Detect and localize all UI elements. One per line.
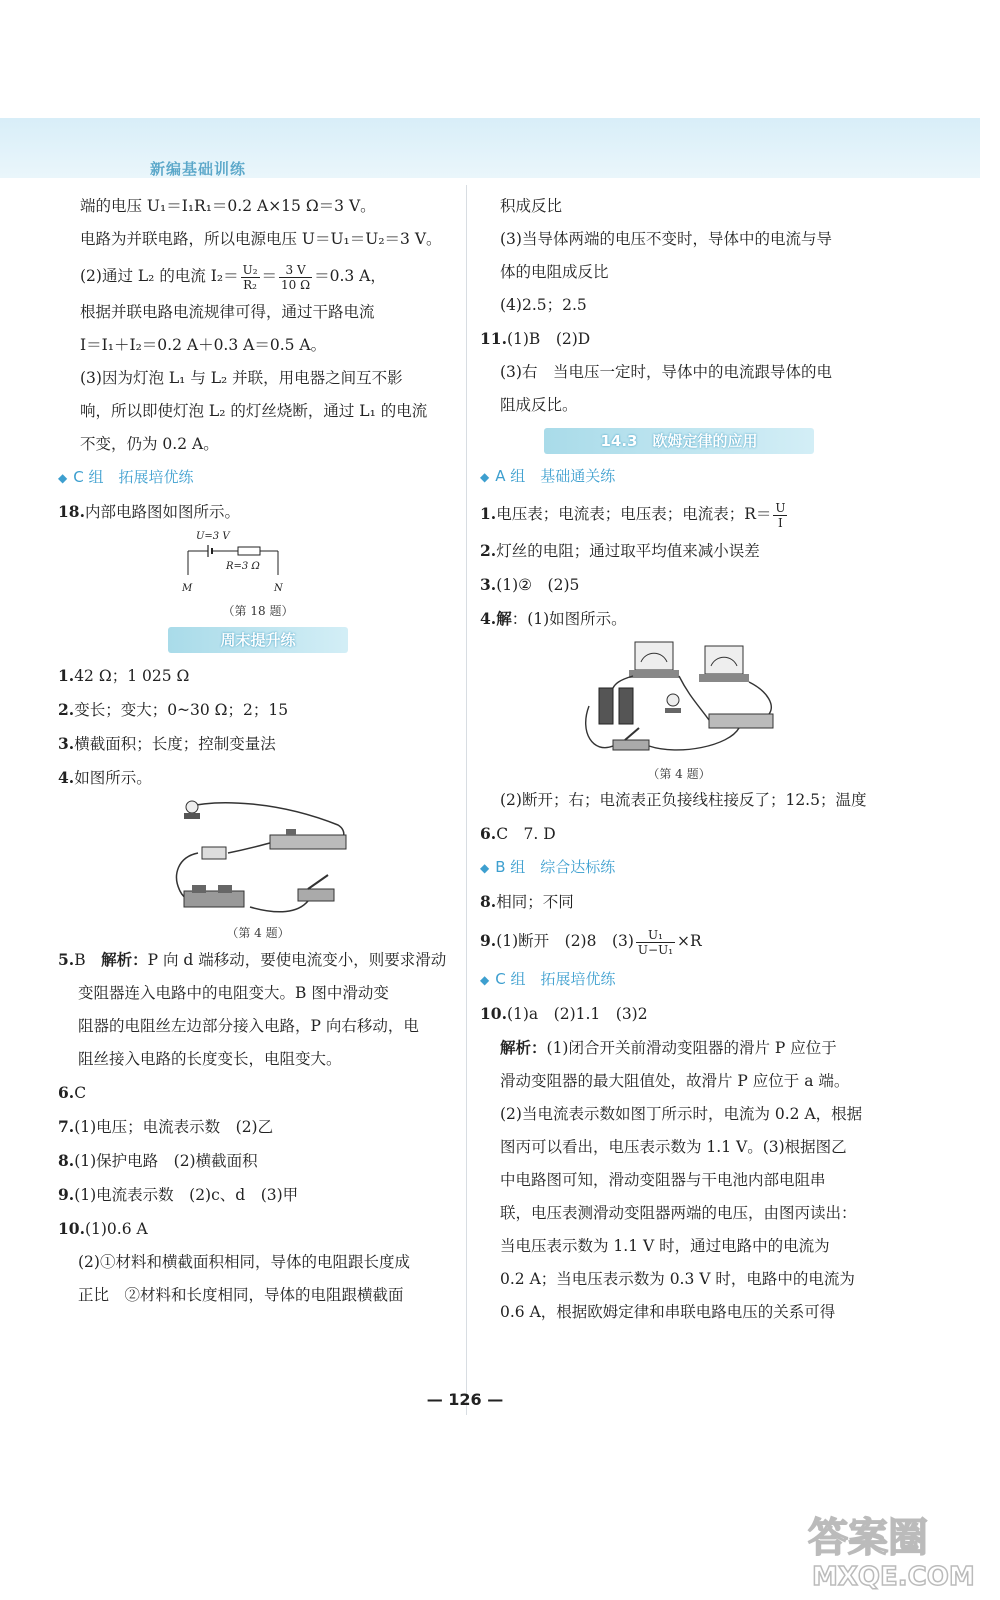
question-5: 5.B 解析：P 向 d 端移动，要使电流变小，则要求滑动 bbox=[58, 950, 447, 969]
text-line: I＝I₁＋I₂＝0.2 A＋0.3 A＝0.5 A。 bbox=[80, 336, 327, 354]
text-line: (3)因为灯泡 L₁ 与 L₂ 并联，用电器之间互不影 bbox=[80, 369, 403, 387]
answer-item: 8.相同；不同 bbox=[480, 892, 574, 911]
figure-caption: （第 4 题） bbox=[647, 767, 711, 781]
answer-item: 8.(1)保护电路 (2)横截面积 bbox=[58, 1151, 258, 1170]
circuit-diagram-18 bbox=[178, 529, 338, 601]
right-column bbox=[480, 190, 878, 1329]
diamond-icon: ◆ bbox=[480, 470, 490, 484]
page-number: — 126 — bbox=[426, 1390, 504, 1409]
answer-item: 1.42 Ω；1 025 Ω bbox=[58, 666, 190, 685]
answer-item: 3.横截面积；长度；控制变量法 bbox=[58, 734, 276, 753]
question-4: 4.解：(1)如图所示。 bbox=[480, 609, 627, 628]
header-title: 新编基础训练 bbox=[150, 160, 247, 178]
text-line: 联，电压表测滑动变阻器两端的电压，由图丙读出： bbox=[500, 1204, 857, 1222]
text-line: (2)①材料和横截面积相同，导体的电阻跟长度成 bbox=[78, 1253, 410, 1271]
text-line: 0.6 A，根据欧姆定律和串联电路电压的关系可得 bbox=[500, 1303, 836, 1321]
answer-item: 4.如图所示。 bbox=[58, 768, 152, 787]
figure-caption: （第 4 题） bbox=[226, 926, 290, 940]
section-banner-weekend: 周末提升练 bbox=[168, 627, 348, 653]
fraction: $\frac{3 V}{10 \Omega}$ bbox=[281, 262, 311, 292]
text-line: 解析：(1)闭合开关前滑动变阻器的滑片 P 应位于 bbox=[500, 1038, 837, 1057]
column-divider bbox=[466, 185, 467, 1415]
text-line: 阻成反比。 bbox=[500, 396, 578, 414]
question-18: 18.内部电路图如图所示。 bbox=[58, 502, 240, 521]
question-1: 1.电压表；电流表；电压表；电流表；R＝ $\frac{U}{I}$ bbox=[480, 500, 786, 530]
text-line: (3)右 当电压一定时，导体中的电流跟导体的电 bbox=[500, 363, 832, 381]
text-line: (4)2.5；2.5 bbox=[500, 296, 587, 314]
diamond-icon: ◆ bbox=[58, 471, 68, 485]
text-line: 阻丝接入电路的长度变长，电阻变大。 bbox=[78, 1050, 342, 1068]
answer-item: 6.C 7. D bbox=[480, 824, 556, 843]
svg-text:MXQE.COM: MXQE.COM bbox=[812, 1562, 975, 1591]
text-line: 正比 ②材料和长度相同，导体的电阻跟横截面 bbox=[78, 1286, 404, 1304]
text-line: (2)通过 L₂ 的电流 I₂＝ $\frac{\text{U₂}}{\text{R₂}}$ ＝ $\frac{3 V}{10 \Omega}$ ＝0.3 A， bbox=[80, 262, 386, 292]
group-b-heading: ◆ B 组 综合达标练 bbox=[480, 858, 616, 876]
text-line: 响，所以即使灯泡 L₂ 的灯丝烧断，通过 L₁ 的电流 bbox=[80, 402, 428, 420]
answer-item: 10.(1)0.6 A bbox=[58, 1219, 148, 1238]
fraction: $\frac{\text{U₁}}{\text{U−U₁}}$ bbox=[637, 927, 674, 957]
section-banner-14-3: 14.3 欧姆定律的应用 bbox=[544, 428, 814, 454]
diamond-icon: ◆ bbox=[480, 973, 490, 987]
answer-item: 3.(1)② (2)5 bbox=[480, 575, 580, 594]
question-11: 11.(1)B (2)D bbox=[480, 329, 591, 348]
header-band bbox=[0, 118, 980, 178]
text-line: 电路为并联电路，所以电源电压 U＝U₁＝U₂＝3 V。 bbox=[80, 230, 442, 248]
text-line: 端的电压 U₁＝I₁R₁＝0.2 A×15 Ω＝3 V。 bbox=[80, 197, 376, 215]
text-line: 中电路图可知，滑动变阻器与干电池内部电阻串 bbox=[500, 1171, 826, 1189]
text-line: (2)当电流表示数如图丁所示时，电流为 0.2 A，根据 bbox=[500, 1105, 863, 1123]
circuit-photo-4-left bbox=[158, 795, 358, 923]
fig18-u-label: U=3 V bbox=[196, 531, 230, 542]
svg-text:答案圈: 答案圈 bbox=[808, 1515, 928, 1561]
answer-item: 2.变长；变大；0~30 Ω；2；15 bbox=[58, 700, 289, 719]
circuit-photo-4-right bbox=[579, 636, 779, 764]
text-line: 阻器的电阻丝左边部分接入电路，P 向右移动，电 bbox=[78, 1017, 419, 1035]
text-line: 积成反比 bbox=[500, 197, 563, 215]
diamond-icon: ◆ bbox=[480, 861, 490, 875]
group-c-heading: ◆ C 组 拓展培优练 bbox=[58, 468, 194, 486]
left-column bbox=[58, 190, 458, 1312]
text-line: (3)当导体两端的电压不变时，导体中的电流与导 bbox=[500, 230, 832, 248]
text-line: 0.2 A；当电压表示数为 0.3 V 时，电路中的电流为 bbox=[500, 1270, 855, 1288]
question-9: 9.(1)断开 (2)8 (3) $\frac{\text{U₁}}{\text{U−U₁}}$ ×R bbox=[480, 927, 702, 957]
watermark-logo bbox=[800, 1505, 980, 1591]
text-line: 图丙可以看出，电压表示数为 1.1 V。(3)根据图乙 bbox=[500, 1138, 847, 1156]
group-c-heading: ◆ C 组 拓展培优练 bbox=[480, 970, 616, 988]
answer-item: 2.灯丝的电阻；通过取平均值来减小误差 bbox=[480, 541, 760, 560]
text-line: 根据并联电路电流规律可得，通过干路电流 bbox=[80, 303, 375, 321]
fig18-r-label: R=3 Ω bbox=[226, 561, 260, 572]
text-line: 滑动变阻器的最大阻值处，故滑片 P 应位于 a 端。 bbox=[500, 1072, 850, 1090]
answer-item: 9.(1)电流表示数 (2)c、d (3)甲 bbox=[58, 1185, 299, 1204]
answer-item: 10.(1)a (2)1.1 (3)2 bbox=[480, 1004, 648, 1023]
fig18-n-label: N bbox=[274, 583, 283, 594]
fig18-m-label: M bbox=[182, 583, 193, 594]
answer-item: 7.(1)电压；电流表示数 (2)乙 bbox=[58, 1117, 274, 1136]
answer-item: 6.C bbox=[58, 1083, 87, 1102]
fraction: $\frac{U}{I}$ bbox=[775, 500, 786, 530]
text-line: 当电压表示数为 1.1 V 时，通过电路中的电流为 bbox=[500, 1237, 830, 1255]
figure-caption: （第 18 题） bbox=[222, 604, 294, 618]
text-line: 体的电阻成反比 bbox=[500, 263, 609, 281]
fraction: $\frac{\text{U₂}}{\text{R₂}}$ bbox=[242, 262, 258, 292]
text-line: (2)断开；右；电流表正负接线柱接反了；12.5；温度 bbox=[500, 791, 867, 809]
group-a-heading: ◆ A 组 基础通关练 bbox=[480, 467, 616, 485]
text-line: 不变，仍为 0.2 A。 bbox=[80, 435, 219, 453]
text-line: 变阻器连入电路中的电阻变大。B 图中滑动变 bbox=[78, 984, 389, 1002]
